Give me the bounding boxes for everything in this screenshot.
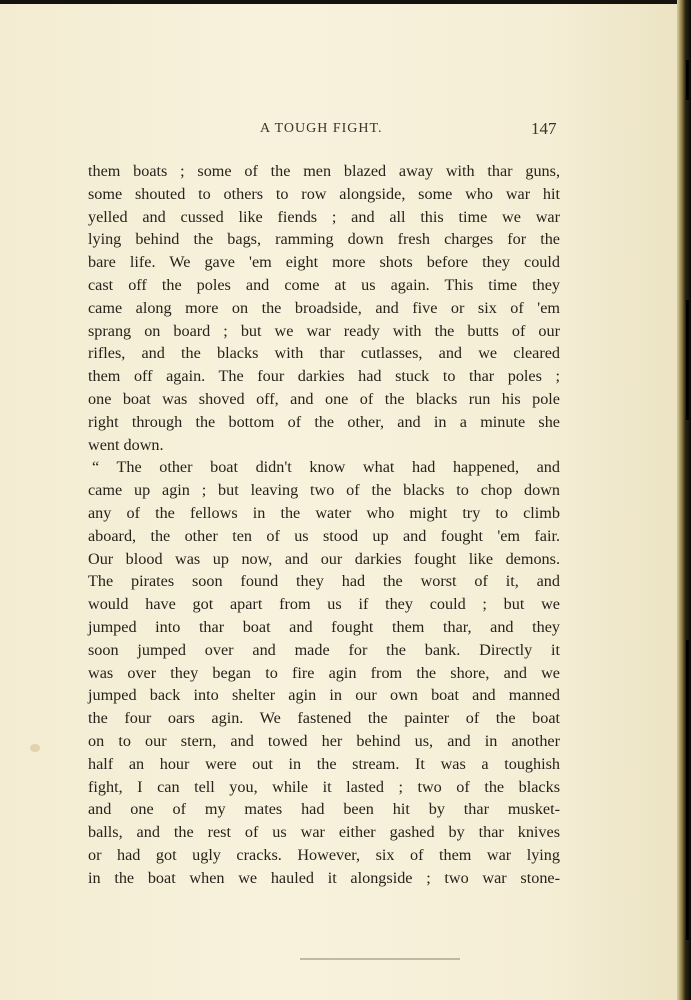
text-line: came up agin ; but leaving two of the blacks to chop down xyxy=(88,481,560,500)
text-line: them off again. The four darkies had stuck to thar poles ; xyxy=(88,367,560,386)
text-line: half an hour were out in the stream. It was a toughish xyxy=(88,754,560,773)
text-line: one boat was shoved off, and one of the blacks run his pole xyxy=(88,389,560,408)
text-line: jumped into thar boat and fought them thar, and they xyxy=(88,617,560,636)
text-line: bare life. We gave 'em eight more shots before they could xyxy=(88,253,560,272)
bottom-rule xyxy=(300,958,460,960)
edge-mark xyxy=(686,640,689,940)
text-line: went down. xyxy=(88,435,164,454)
text-line: Our blood was up now, and our darkies fought like demons. xyxy=(88,549,560,568)
text-line: soon jumped over and made for the bank. Directly it xyxy=(88,640,560,659)
text-line: jumped back into shelter agin in our own boat and manned xyxy=(88,686,560,705)
text-line: lying behind the bags, ramming down fresh charges for the xyxy=(88,230,560,249)
text-line: would have got apart from us if they could ; but we xyxy=(88,595,560,614)
text-line: yelled and cussed like fiends ; and all this time we war xyxy=(88,207,560,226)
text-line: in the boat when we hauled it alongside ; two war stone- xyxy=(88,868,560,887)
text-line: came along more on the broadside, and five or six of 'em xyxy=(88,298,560,317)
edge-mark xyxy=(686,300,689,420)
page-header xyxy=(0,121,678,143)
text-line: rifles, and the blacks with thar cutlasses, and we cleared xyxy=(88,344,560,363)
text-line: The pirates soon found they had the worst of it, and xyxy=(88,572,560,591)
edge-mark xyxy=(686,60,689,100)
text-line: “ The other boat didn't know what had happened, and xyxy=(92,458,560,477)
book-spine-edge xyxy=(677,0,691,1000)
text-line: was over they began to fire agin from the shore, and we xyxy=(88,663,560,682)
text-line: some shouted to others to row alongside, some who war hit xyxy=(88,184,560,203)
text-line: right through the bottom of the other, and in a minute she xyxy=(88,412,560,431)
text-line: them boats ; some of the men blazed away with thar guns, xyxy=(88,162,560,180)
text-line: on to our stern, and towed her behind us, and in another xyxy=(88,731,560,750)
text-line: balls, and the rest of us war either gashed by thar knives xyxy=(88,823,560,842)
body-text xyxy=(88,160,560,890)
text-line: or had got ugly cracks. However, six of them war lying xyxy=(88,845,560,864)
text-line: the four oars agin. We fastened the painter of the boat xyxy=(88,709,560,728)
text-line: sprang on board ; but we war ready with the butts of our xyxy=(88,321,560,340)
paper-stain xyxy=(30,744,40,752)
page-number: 147 xyxy=(531,119,557,138)
text-line: any of the fellows in the water who might try to climb xyxy=(88,503,560,522)
text-line: fight, I can tell you, while it lasted ; two of the blacks xyxy=(88,777,560,796)
running-head: A TOUGH FIGHT. xyxy=(260,121,383,136)
text-line: cast off the poles and come at us again. This time they xyxy=(88,275,560,294)
text-line: and one of my mates had been hit by thar musket- xyxy=(88,800,560,819)
text-line: aboard, the other ten of us stood up and fought 'em fair. xyxy=(88,526,560,545)
book-page xyxy=(0,4,678,1000)
